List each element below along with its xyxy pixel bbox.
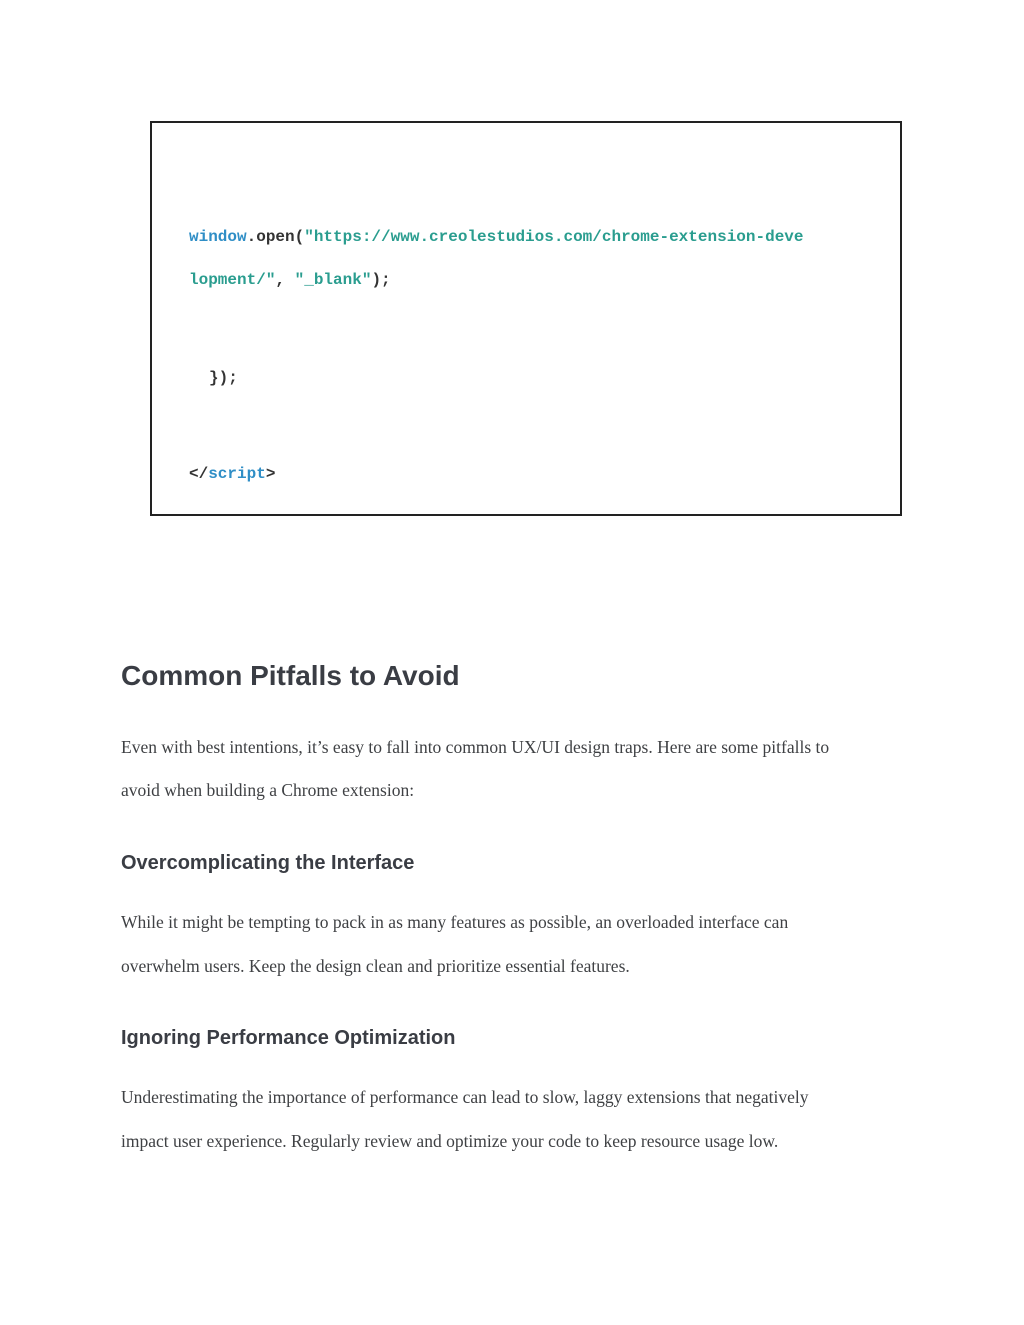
code-line-3 bbox=[209, 368, 238, 388]
code-token-close-paren: ); bbox=[371, 271, 391, 289]
code-token-tag-open: </ bbox=[189, 465, 209, 483]
code-token-script: script bbox=[208, 465, 266, 483]
intro-paragraph-line-2: avoid when building a Chrome extension: bbox=[121, 780, 415, 800]
performance-paragraph-line-2: impact user experience. Regularly review and optimize your code to keep resource usage low. bbox=[121, 1131, 779, 1151]
code-token-target: "_blank" bbox=[294, 271, 372, 289]
code-token-window: window bbox=[189, 228, 247, 246]
code-token-open: .open( bbox=[246, 228, 305, 246]
performance-paragraph-line-1: Underestimating the importance of performance can lead to slow, laggy extensions that negatively bbox=[121, 1087, 809, 1107]
code-block bbox=[150, 121, 902, 516]
overcomplicating-paragraph-line-1: While it might be tempting to pack in as many features as possible, an overloaded interface can bbox=[121, 912, 789, 932]
code-line-2 bbox=[189, 270, 391, 290]
subsection-title-performance: Ignoring Performance Optimization bbox=[121, 1027, 456, 1049]
code-token-url-part1: "https://www.creolestudios.com/chrome-extension-deve bbox=[304, 228, 804, 246]
overcomplicating-paragraph-line-2: overwhelm users. Keep the design clean and prioritize essential features. bbox=[121, 956, 630, 976]
code-line-4 bbox=[189, 464, 275, 484]
code-token-url-part2: lopment/" bbox=[189, 271, 276, 289]
intro-paragraph-line-1: Even with best intentions, it’s easy to fall into common UX/UI design traps. Here are some pitfalls to bbox=[121, 737, 830, 757]
subsection-title-overcomplicating: Overcomplicating the Interface bbox=[121, 852, 415, 874]
code-line-1 bbox=[189, 227, 804, 247]
code-token-close-block: }); bbox=[209, 369, 238, 387]
section-title: Common Pitfalls to Avoid bbox=[121, 660, 460, 691]
code-token-tag-close: > bbox=[265, 465, 276, 483]
code-token-comma: , bbox=[275, 271, 295, 289]
